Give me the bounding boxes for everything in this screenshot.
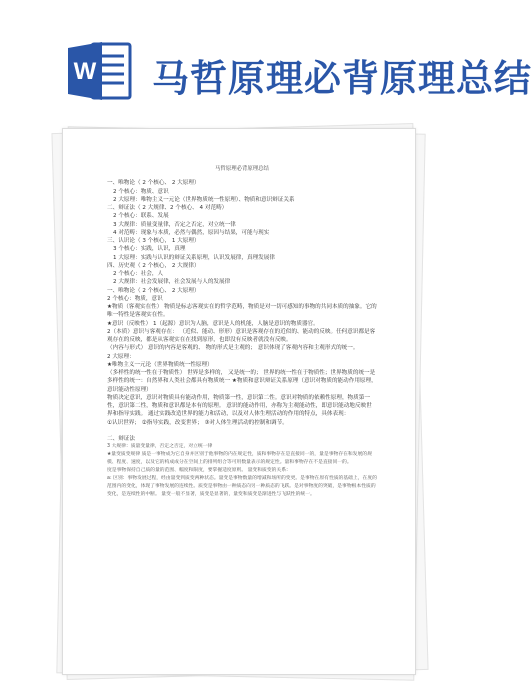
word-icon (66, 40, 132, 102)
paragraph: （多样性的统一性在于物质性） 世界是多样的， 又是统一的； 世界的统一性在于物质性；世界物质的统一是多样性的统一：自然界和人类社会都具有物质统一 ★物质和意识辩证关系原理（意识对物质的能动作用原理，意识能动性原理） (107, 370, 377, 393)
paragraph: 2 大原理： (107, 353, 135, 360)
paragraph: ①认识世界； ②指导实践，改变世界； ③对人体生理活动的控制和调节。 (107, 419, 288, 426)
outline-line: 2 大原理：唯物主义一元论（世界物质统一性原理）、物质和意识辩证关系 (113, 196, 295, 203)
outline-line: 2 个核心：联系、发展 (113, 213, 169, 220)
banner-title: 马哲原理必背原理总结 (152, 57, 532, 100)
paragraph: 2（本质）意识与客观存在： （近似、能动、形形）意识是客观存在的近似的、能动的反映。任何意识都是客观存在的反映，都是从客观实在在找到原形，也即没有反映者就没有反映。 (107, 328, 376, 343)
outline-line: 2 个核心：物质、意识 (113, 188, 169, 195)
section-heading: 二、辩证法 (107, 435, 135, 442)
section-subheading: 2 个核心：物质，意识 (107, 295, 163, 302)
outline-line: 2 大规律：社会发展律，社会发展与人的发展律 (113, 279, 231, 286)
paragraph: ★唯物主义一元论（世界物质统一性原理） (107, 361, 213, 368)
document-title: 马哲原理必背原理总结 (215, 166, 269, 172)
outline-line: 2 个核心：社会，人 (113, 271, 164, 277)
paragraph: ★物质（客观实在性） 物质是标志客观实在的哲学范畴，物质是对一切可感知的事物的共同本质的抽象。它的唯一特性是客观实在性。 (107, 304, 377, 319)
outline-line: 3 个核心：实践，认识，真理 (113, 246, 186, 253)
paragraph: （内容与形式） 意识的内容是客观的、 物的形式是主观的； 意识体现了客观内容和主观形式的统一。 (107, 345, 359, 352)
paragraph: ★量变质变规律 质是一事物成为它自身并区别于他事物的内在规定性，质和事物存在是直接同一的，量是事物存在和发展的规模、程度、速度，以及它的构成成分在空间上的排列组合等可用数量表示的规定性。量和事物存在不是直接同一的。 (107, 452, 372, 465)
outline-line: 二、辩证法（ 2 大规律、2 个核心、 4 对范畴） (107, 205, 228, 211)
outline-line: 四、历史观（ 2 个核心， 2 大规律） (107, 262, 200, 269)
outline-line: 3 大规律：质量变量律，否定之否定，对立统一律 (113, 221, 236, 228)
paragraph: ★意识（反映性） 1（起源）意识为人脑，意识是人的机能，人脑是意识的物质器官。 (107, 320, 319, 327)
paragraph: 物质决定意识，意识对物质具有能动作用，物质第一性，意识第二性。意识对物质的依赖性原理，物质第一性，意识第二性，物质和意识都是本有的原理。 意识的能动作用，亦称为主观能动性，即意识能动地反映世界和指导实践。 通过实践改造世界的能力和活动，以及对人体生理活动的作用的特点，具体表现： (107, 394, 372, 418)
document-body (107, 165, 377, 499)
outline-line: 一、唯物论（ 2 个核心、 2 大原理） (107, 180, 200, 187)
paragraph: a: 区别：事物发展过程，经由量变到质变两种状态。量变是事物数量的增减和场所的变更。是事物在原有性质的基础上，在度的范围内的变化，体现了事物发展的连续性。质变是事物由一种质态向另一种质态的飞跃。是对事物度的突破，是事物根本性质的变化，是连续性的中断。 量变一般不显著，质变是显著的，量变和质变是渐进性与飞跃性的统一。 (107, 476, 377, 497)
section-subheading: 3 大规律：质量变量律，否定之否定，对立统一律 (107, 444, 213, 449)
outline-line: 4 对范畴：现象与本质，必然与偶然，原因与结果，可能与现实 (113, 229, 270, 236)
document-page (62, 128, 416, 675)
word-logo-letter: W (73, 58, 97, 85)
outline-line: 三、认识论（ 3 个核心， 1 大原理） (107, 238, 200, 244)
section-heading: 一、唯物论（ 2 个核心、 2 大原理） (107, 287, 200, 294)
outline-line: 1 大原理：实践与认识的辩证关系原理，认识发展律，真理发展律 (113, 254, 275, 261)
paragraph: 度是事物保持自己质的量的范围、幅度和限度，要掌握适度原则。 量变和质变的关系： (107, 468, 291, 473)
